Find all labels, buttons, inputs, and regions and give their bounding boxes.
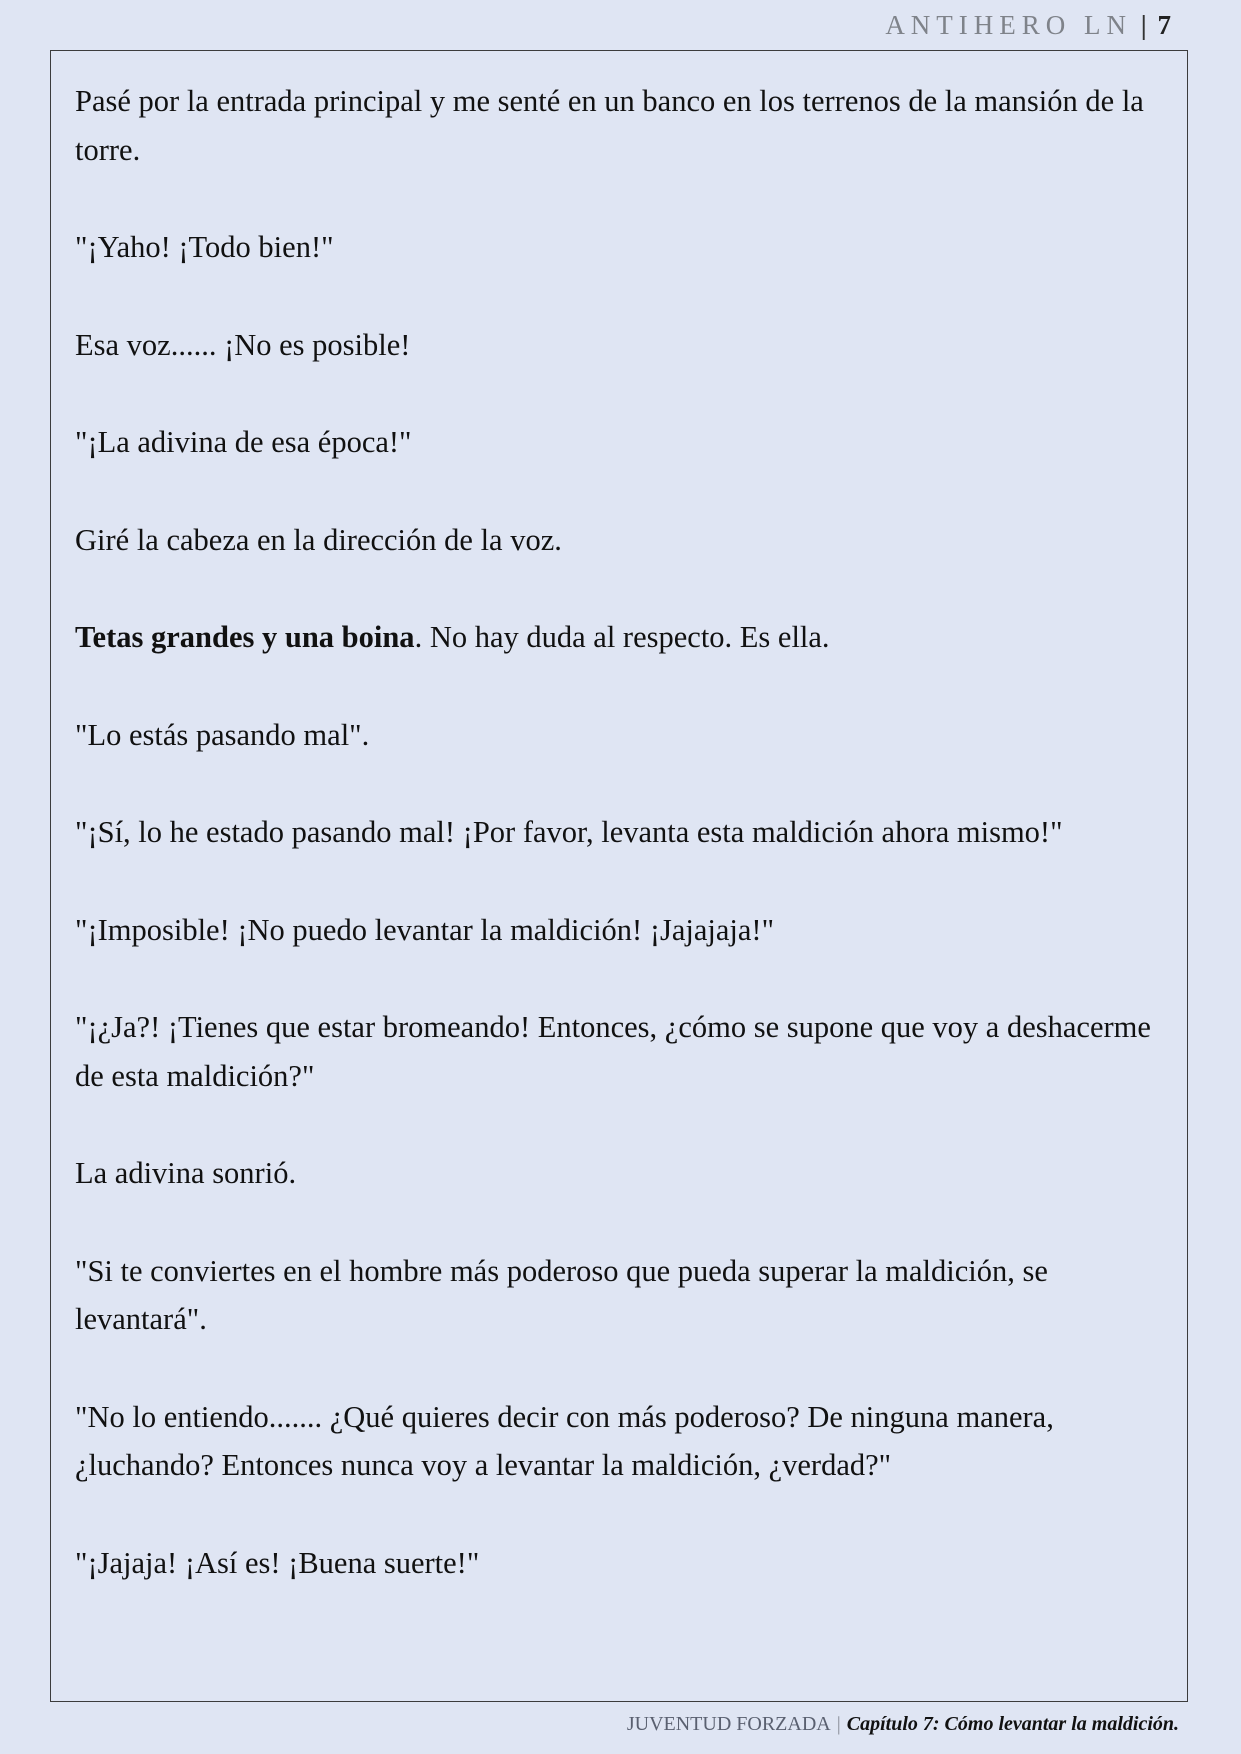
footer-separator: | <box>836 1713 841 1735</box>
footer-chapter-title: Capítulo 7: Cómo levantar la maldición. <box>846 1713 1179 1735</box>
paragraph-8: "¡Sí, lo he estado pasando mal! ¡Por favor, levanta esta maldición ahora mismo!" <box>75 815 1063 849</box>
header-separator: | <box>1140 10 1147 40</box>
paragraph-10: "¡¿Ja?! ¡Tienes que estar bromeando! Entonces, ¿cómo se supone que voy a deshacerme de esta maldición?" <box>75 1010 1151 1093</box>
page-header <box>885 8 1171 42</box>
paragraph-9: "¡Imposible! ¡No puedo levantar la maldición! ¡Jajajaja!" <box>75 912 775 947</box>
header-title: ANTIHERO LN <box>885 10 1133 40</box>
bold-phrase: Tetas grandes y una boina <box>75 620 415 654</box>
paragraph-13: "No lo entiendo....... ¿Qué quieres decir con más poderoso? De ninguna manera, ¿luchando? Entonces nunca voy a levantar la maldición, ¿verdad?" <box>75 1399 1054 1482</box>
paragraph-11: La adivina sonrió. <box>75 1156 297 1190</box>
paragraph-7: "Lo estás pasando mal". <box>75 717 370 752</box>
paragraph-1: Pasé por la entrada principal y me senté en un banco en los terrenos de la mansión de la torre. <box>75 84 1144 167</box>
footer-book-title: JUVENTUD FORZADA <box>626 1713 831 1735</box>
paragraph-12: "Si te conviertes en el hombre más poderoso que pueda superar la maldición, se levantará". <box>75 1253 1048 1336</box>
paragraph-4: "¡La adivina de esa época!" <box>75 425 412 459</box>
paragraph-3: Esa voz...... ¡No es posible! <box>75 327 411 362</box>
body-text <box>75 77 1165 1636</box>
paragraph-2: "¡Yaho! ¡Todo bien!" <box>75 230 334 264</box>
paragraph-6: Tetas grandes y una boina. No hay duda al respecto. Es ella. <box>75 620 830 654</box>
paragraph-14: "¡Jajaja! ¡Así es! ¡Buena suerte!" <box>75 1545 480 1580</box>
page-footer <box>627 1711 1179 1737</box>
page-number: 7 <box>1157 10 1171 40</box>
paragraph-5: Giré la cabeza en la dirección de la voz. <box>75 522 562 557</box>
